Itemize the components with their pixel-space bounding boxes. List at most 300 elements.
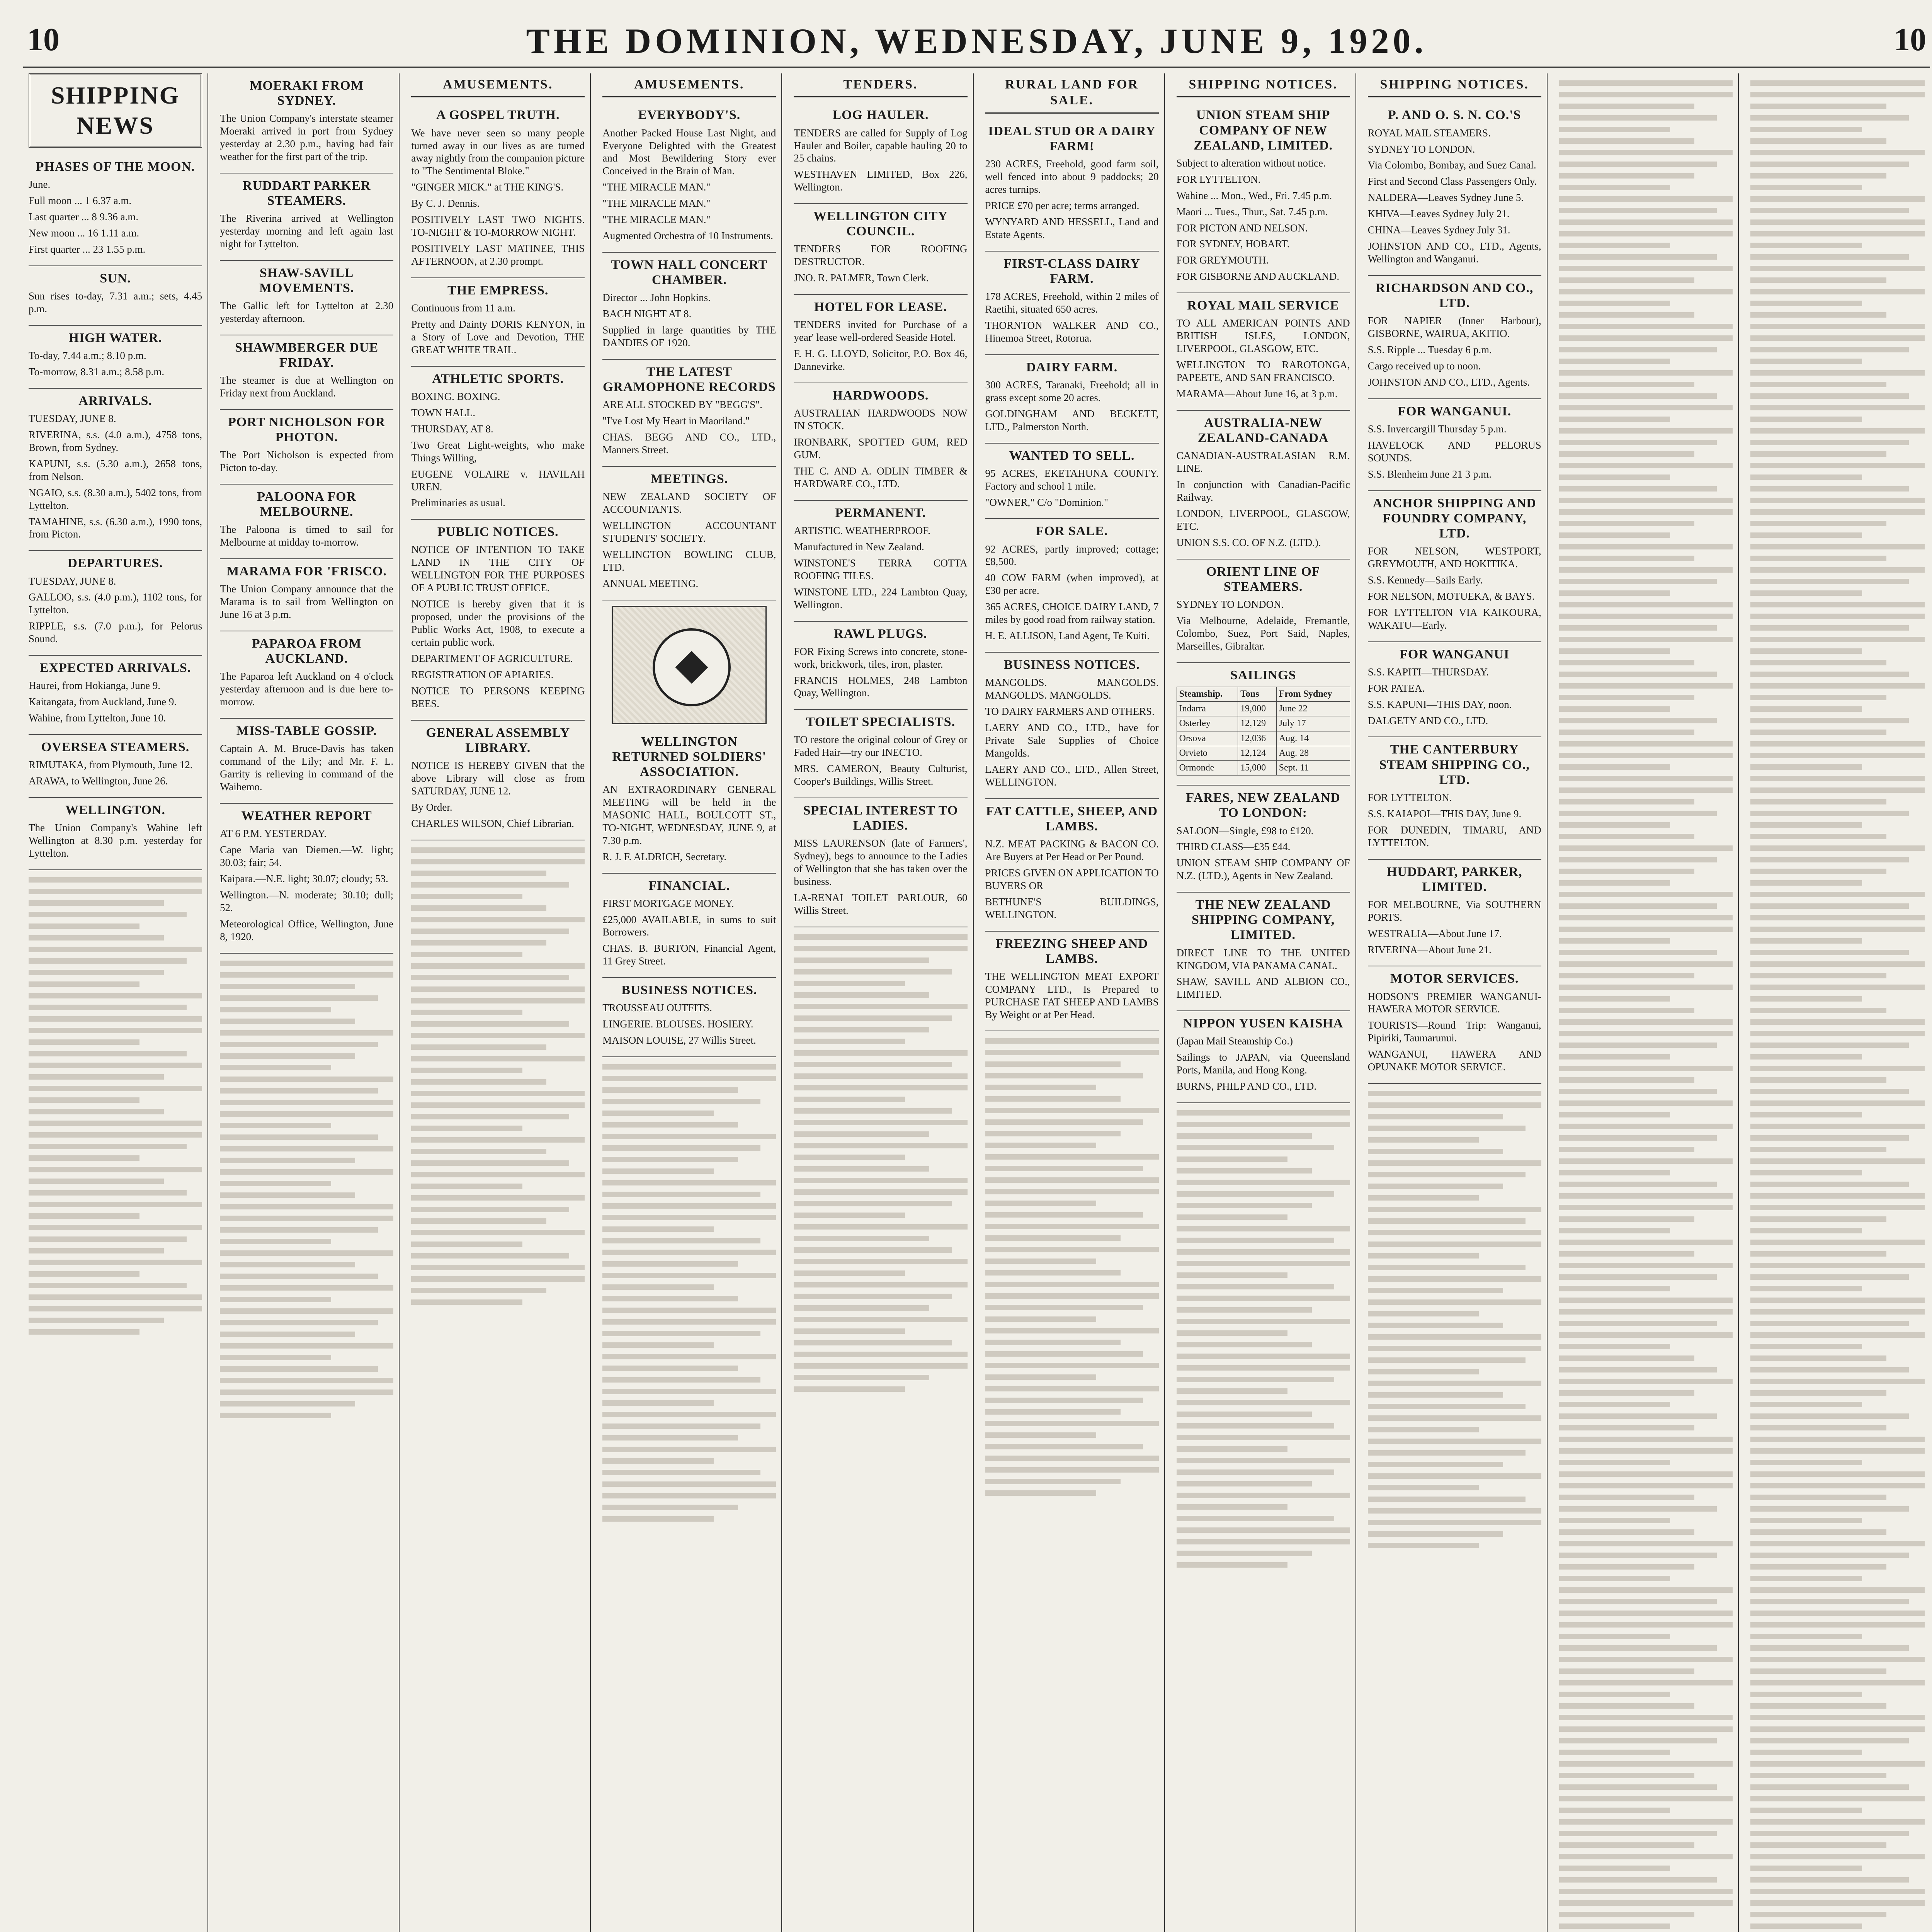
advertisement-block	[1368, 737, 1541, 859]
text-line	[602, 1250, 776, 1255]
block-text: S.S. Ripple ... Tuesday 6 p.m.	[1367, 344, 1492, 356]
text-line	[1750, 1274, 1909, 1280]
block-text: GOLDINGHAM AND BECKETT, LTD., Palmerston North.	[985, 408, 1159, 432]
text-line	[1559, 1100, 1733, 1106]
text-line	[1750, 1089, 1909, 1094]
text-line	[1559, 985, 1733, 990]
text-line	[1750, 498, 1925, 503]
text-line	[411, 1021, 569, 1027]
text-line	[1750, 382, 1886, 387]
text-line	[1559, 1298, 1733, 1303]
text-line	[1750, 648, 1862, 654]
text-line	[794, 1282, 967, 1287]
block-text: NOTICE IS HEREBY GIVEN that the above Library will close as from SATURDAY, JUNE 12.	[411, 759, 585, 797]
text-line	[1559, 1622, 1733, 1628]
text-line	[794, 1259, 967, 1264]
text-line	[1750, 683, 1925, 689]
text-line	[220, 1343, 393, 1349]
block-text: BOXING. BOXING.	[411, 390, 500, 402]
block-heading: PHASES OF THE MOON.	[36, 160, 195, 174]
block-text: SYDNEY TO LONDON.	[1367, 143, 1475, 155]
block-text: FOR GISBORNE AND AUCKLAND.	[1176, 270, 1340, 282]
rsa-emblem-image	[612, 606, 767, 724]
text-line	[602, 1111, 713, 1116]
block-text: LONDON, LIVERPOOL, GLASGOW, ETC.	[1176, 507, 1350, 532]
text-line	[1559, 996, 1670, 1002]
text-line	[1177, 1481, 1312, 1486]
text-line	[1750, 1066, 1925, 1071]
text-line	[1750, 602, 1925, 607]
advertisement-block	[602, 874, 776, 978]
text-line	[1559, 1900, 1733, 1906]
text-line	[411, 871, 546, 876]
text-line	[1368, 1242, 1541, 1247]
block-text: Augmented Orchestra of 10 Instruments.	[602, 230, 773, 242]
fine-print	[602, 1057, 776, 1522]
text-line	[1368, 1102, 1541, 1108]
text-line	[602, 1273, 776, 1278]
text-line	[29, 958, 187, 964]
text-line	[985, 1166, 1143, 1171]
text-line	[1559, 903, 1717, 909]
text-line	[1368, 1288, 1503, 1293]
block-text: THORNTON WALKER AND CO., Hinemoa Street, Rotorua.	[985, 319, 1159, 344]
block-text: £25,000 AVAILABLE, in sums to suit Borrowers.	[602, 913, 776, 938]
block-text: 300 ACRES, Taranaki, Freehold; all in grass except some 20 acres.	[985, 379, 1159, 403]
text-line	[985, 1270, 1121, 1276]
text-line	[220, 1274, 378, 1279]
text-line	[602, 1389, 776, 1394]
text-line	[1750, 579, 1909, 584]
block-heading: THE LATEST GRAMOPHONE RECORDS	[602, 365, 776, 395]
text-line	[602, 1377, 760, 1383]
text-line	[1559, 1228, 1670, 1233]
table-cell: Orsova	[1177, 731, 1238, 746]
block-text: TO DAIRY FARMERS AND OTHERS.	[985, 706, 1155, 718]
block-heading: ARRIVALS.	[78, 393, 152, 408]
text-line	[1559, 428, 1733, 434]
text-line	[1750, 162, 1909, 167]
block-heading: PAPAROA FROM AUCKLAND.	[252, 636, 362, 666]
text-line	[1559, 1240, 1733, 1245]
text-line	[1559, 857, 1717, 862]
text-line	[602, 1087, 738, 1093]
text-line	[602, 1331, 760, 1336]
block-text: THE C. AND A. ODLIN TIMBER & HARDWARE CO., LTD.	[794, 465, 968, 490]
text-line	[1559, 1402, 1670, 1407]
text-line	[1177, 1296, 1350, 1301]
text-line	[411, 1056, 585, 1061]
text-line	[1559, 1471, 1733, 1477]
text-line	[1559, 1379, 1733, 1384]
sailings-table	[1177, 687, 1350, 776]
text-line	[1559, 1170, 1670, 1175]
masthead	[23, 12, 1930, 68]
page-number-right: 10	[1894, 22, 1926, 58]
text-line	[1750, 1564, 1886, 1570]
block-text: Pretty and Dainty DORIS KENYON, in a Story of Love and Devotion, THE GREAT WHITE TRAIL.	[411, 318, 585, 355]
block-text: TROUSSEAU OUTFITS.	[602, 1002, 712, 1014]
text-line	[411, 1265, 585, 1270]
text-line	[794, 1062, 952, 1067]
text-line	[1559, 741, 1733, 747]
text-line	[1559, 1147, 1694, 1152]
text-line	[1177, 1493, 1350, 1498]
text-line	[985, 1050, 1159, 1055]
text-line	[1559, 92, 1733, 97]
block-text: LINGERIE. BLOUSES. HOSIERY.	[602, 1018, 753, 1030]
block-text: New moon ... 16 1.11 a.m.	[29, 227, 139, 239]
text-line	[1368, 1172, 1526, 1177]
text-line	[1750, 614, 1925, 619]
text-line	[1750, 1773, 1886, 1778]
text-line	[1559, 787, 1733, 793]
table-cell: 15,000	[1238, 761, 1277, 776]
text-line	[1559, 1842, 1694, 1848]
block-text: DALGETY AND CO., LTD.	[1367, 714, 1488, 726]
block-text: NEW ZEALAND SOCIETY OF ACCOUNTANTS.	[602, 491, 776, 515]
advertisement-block	[1368, 966, 1541, 1084]
column-2	[214, 73, 400, 1932]
text-line	[1750, 127, 1862, 132]
advertisement-block	[29, 735, 202, 798]
text-line	[220, 972, 393, 978]
text-line	[1750, 301, 1862, 306]
text-line	[1750, 1541, 1925, 1546]
text-line	[1177, 1562, 1287, 1568]
text-line	[411, 1207, 569, 1212]
text-line	[411, 1010, 522, 1015]
block-heading: THE CANTERBURY STEAM SHIPPING CO., LTD.	[1379, 742, 1530, 787]
text-line	[1559, 614, 1733, 619]
text-line	[1559, 80, 1733, 86]
text-line	[1559, 1263, 1733, 1268]
text-line	[1750, 1692, 1862, 1697]
text-line	[1368, 1114, 1503, 1119]
text-line	[1559, 1321, 1717, 1326]
text-line	[985, 1305, 1143, 1310]
text-line	[985, 1131, 1121, 1136]
text-line	[220, 1401, 355, 1406]
text-line	[602, 1308, 776, 1313]
text-line	[1750, 312, 1886, 318]
text-line	[1559, 1495, 1694, 1500]
text-line	[1559, 834, 1694, 839]
text-line	[1750, 1413, 1909, 1419]
block-text: UNION S.S. CO. OF N.Z. (LTD.).	[1176, 536, 1321, 548]
block-heading: MOERAKI FROM SYDNEY.	[250, 78, 364, 108]
text-line	[1559, 1483, 1733, 1488]
text-line	[1750, 347, 1909, 352]
text-line	[985, 1432, 1096, 1438]
text-line	[1559, 243, 1670, 248]
block-text: FOR PATEA.	[1367, 682, 1425, 694]
column-9	[1554, 73, 1739, 1932]
text-line	[1177, 1388, 1287, 1394]
block-text: AUSTRALIAN HARDWOODS NOW IN STOCK.	[794, 407, 968, 432]
block-heading: WEATHER REPORT	[241, 808, 372, 823]
block-text: In conjunction with Canadian-Pacific Railway.	[1176, 479, 1350, 503]
advertisement-block	[1177, 560, 1350, 663]
text-line	[1559, 162, 1717, 167]
text-line	[1750, 417, 1862, 422]
text-line	[794, 1363, 967, 1369]
block-text: TENDERS invited for Purchase of a year' lease well-ordered Seaside Hotel.	[794, 319, 968, 344]
block-text: KAPUNI, s.s. (5.30 a.m.), 2658 tons, from Nelson.	[29, 457, 202, 482]
text-line	[794, 1166, 929, 1172]
table-header: Tons	[1238, 687, 1277, 701]
text-line	[1750, 834, 1886, 839]
advertisement-block	[602, 730, 776, 874]
text-line	[1368, 1276, 1541, 1282]
text-line	[411, 1149, 546, 1154]
text-line	[1368, 1195, 1479, 1201]
text-line	[1559, 637, 1733, 642]
text-line	[29, 1167, 202, 1172]
text-line	[602, 1435, 738, 1440]
text-line	[411, 1253, 569, 1259]
block-text: The Paloona is timed to sail for Melbourne at midday to-morrow.	[220, 524, 394, 548]
text-line	[1368, 1531, 1503, 1537]
column-8	[1362, 73, 1548, 1932]
text-line	[29, 1121, 202, 1126]
text-line	[1177, 1342, 1312, 1347]
text-line	[1750, 266, 1925, 271]
block-text: WINSTONE LTD., 224 Lambton Quay, Wellington.	[794, 586, 968, 611]
block-text: First and Second Class Passengers Only.	[1367, 175, 1537, 187]
block-text: LAERY AND CO., LTD., have for Private Sale Supplies of Choice Mangolds.	[985, 722, 1159, 759]
text-line	[29, 1190, 187, 1196]
text-line	[602, 1296, 738, 1301]
text-line	[29, 935, 164, 940]
fine-print	[1559, 73, 1733, 1932]
block-heading: MARAMA FOR 'FRISCO.	[226, 564, 387, 579]
text-line	[1559, 1877, 1717, 1883]
block-text: BURNS, PHILP AND CO., LTD.	[1176, 1080, 1317, 1092]
table-cell: Osterley	[1177, 716, 1238, 731]
text-line	[220, 1332, 355, 1337]
text-line	[29, 877, 202, 883]
text-line	[1559, 1182, 1717, 1187]
text-line	[1368, 1357, 1526, 1363]
text-line	[1559, 312, 1694, 318]
text-line	[1750, 1077, 1886, 1083]
text-line	[602, 1354, 776, 1359]
text-line	[985, 1398, 1143, 1403]
block-text: EUGENE VOLAIRE v. HAVILAH UREN.	[411, 468, 585, 493]
block-text: THE WELLINGTON MEAT EXPORT COMPANY LTD., Is Prepared to PURCHASE FAT SHEEP AND LAMBS By Weight or at Per Head.	[985, 970, 1159, 1020]
text-line	[220, 1227, 378, 1233]
text-line	[220, 1030, 393, 1036]
block-heading: DAIRY FARM.	[1026, 360, 1118, 374]
text-line	[602, 1203, 776, 1209]
text-line	[1559, 730, 1694, 735]
text-line	[1368, 1230, 1541, 1235]
text-line	[985, 1177, 1159, 1183]
block-heading: SHAW-SAVILL MOVEMENTS.	[259, 265, 354, 296]
advertisement-block	[220, 173, 393, 261]
block-text: NOTICE is hereby given that it is proposed, under the provisions of the Public Works Act, 1908, to execute a certain public work.	[411, 598, 585, 648]
text-line	[602, 1099, 760, 1104]
text-line	[1177, 1249, 1350, 1255]
advertisement-block	[985, 252, 1159, 355]
block-heading: BUSINESS NOTICES.	[621, 983, 757, 998]
text-line	[1750, 857, 1909, 862]
text-line	[794, 1328, 905, 1334]
block-text: "THE MIRACLE MAN."	[602, 181, 711, 193]
advertisement-block	[794, 204, 967, 295]
text-line	[1750, 104, 1886, 109]
text-line	[1559, 567, 1733, 573]
text-line	[602, 1215, 776, 1220]
text-line	[985, 1328, 1159, 1333]
text-line	[1559, 405, 1733, 410]
text-line	[1750, 1019, 1925, 1025]
advertisement-block	[220, 410, 393, 485]
text-line	[29, 1155, 139, 1161]
text-line	[220, 1181, 331, 1186]
block-heading: FREEZING SHEEP AND LAMBS.	[996, 936, 1148, 966]
advertisement-block	[220, 335, 393, 410]
text-line	[411, 1044, 546, 1050]
text-line	[29, 923, 139, 929]
text-line	[1559, 1611, 1733, 1616]
block-heading: FOR SALE.	[1036, 524, 1108, 539]
block-text: FOR PICTON AND NELSON.	[1176, 222, 1308, 234]
text-line	[411, 1288, 546, 1293]
advertisement-block	[794, 710, 967, 798]
text-line	[1750, 1437, 1925, 1442]
text-line	[985, 1038, 1159, 1044]
text-line	[1750, 1645, 1909, 1651]
text-line	[1559, 440, 1717, 445]
text-line	[220, 1123, 331, 1128]
text-line	[1177, 1354, 1350, 1359]
block-text: Sun rises to-day, 7.31 a.m.; sets, 4.45 p.m.	[29, 290, 202, 315]
text-line	[1177, 1365, 1350, 1371]
text-line	[220, 1100, 393, 1105]
text-line	[1368, 1218, 1526, 1224]
text-line	[220, 1250, 393, 1256]
fine-print	[1368, 1084, 1541, 1548]
fine-print	[1177, 1103, 1350, 1568]
block-text: MANGOLDS. MANGOLDS. MANGOLDS. MANGOLDS.	[985, 677, 1159, 701]
text-line	[1368, 1415, 1541, 1421]
text-line	[1750, 1100, 1925, 1106]
text-line	[1750, 1842, 1886, 1848]
text-line	[411, 905, 546, 911]
text-line	[1559, 1576, 1670, 1581]
text-line	[1750, 590, 1862, 596]
text-line	[220, 1204, 393, 1209]
text-line	[29, 1271, 139, 1277]
block-text: Full moon ... 1 6.37 a.m.	[29, 195, 132, 207]
text-line	[794, 1155, 905, 1160]
text-line	[1559, 509, 1733, 515]
block-heading: PORT NICHOLSON FOR PHOTON.	[228, 415, 386, 445]
text-line	[1559, 266, 1733, 271]
block-text: Kaipara.—N.E. light; 30.07; cloudy; 53.	[220, 872, 388, 884]
text-line	[1559, 973, 1694, 978]
text-line	[985, 1085, 1096, 1090]
text-line	[1559, 1413, 1717, 1419]
block-text: JNO. R. PALMER, Town Clerk.	[794, 272, 929, 284]
text-line	[1559, 1251, 1694, 1257]
block-text: S.S. KAPITI—THURSDAY.	[1367, 666, 1489, 678]
block-text: Via Melbourne, Adelaide, Fremantle, Colombo, Suez, Port Said, Naples, Marseilles, Gibraltar.	[1176, 614, 1350, 652]
text-line	[29, 1005, 187, 1010]
text-line	[1750, 1599, 1909, 1604]
block-text: Preliminaries as usual.	[411, 497, 505, 509]
text-line	[1750, 1170, 1862, 1175]
text-line	[1559, 811, 1717, 816]
text-line	[985, 1444, 1143, 1449]
text-line	[1559, 231, 1733, 236]
text-line	[1750, 1819, 1925, 1825]
advertisement-block	[985, 653, 1159, 799]
block-text: By C. J. Dennis.	[411, 197, 480, 209]
text-line	[1559, 324, 1733, 329]
text-line	[1750, 359, 1862, 364]
advertisement-block	[985, 444, 1159, 519]
text-line	[1559, 602, 1733, 607]
text-line	[1750, 1008, 1886, 1013]
table-header-row	[1177, 687, 1350, 701]
block-heading: HUDDART, PARKER, LIMITED.	[1386, 864, 1522, 894]
text-line	[985, 1467, 1159, 1473]
text-line	[1750, 1854, 1925, 1859]
block-heading: ORIENT LINE OF STEAMERS.	[1206, 564, 1320, 594]
text-line	[29, 1179, 164, 1184]
page-number-left: 10	[27, 22, 60, 58]
block-text: FOR MELBOURNE, Via SOUTHERN PORTS.	[1367, 898, 1541, 923]
text-line	[1559, 915, 1733, 920]
text-line	[1368, 1543, 1479, 1548]
text-line	[602, 1180, 776, 1185]
block-text: SYDNEY TO LONDON.	[1176, 598, 1284, 610]
text-line	[1559, 672, 1717, 677]
block-text: Meteorological Office, Wellington, June 8, 1920.	[220, 918, 394, 942]
text-line	[985, 1108, 1159, 1113]
text-line	[29, 981, 139, 987]
text-line	[1368, 1265, 1526, 1270]
block-heading: OVERSEA STEAMERS.	[41, 740, 190, 755]
text-line	[220, 1192, 355, 1198]
text-line	[1559, 219, 1733, 225]
block-text: Maori ... Tues., Thur., Sat. 7.45 p.m.	[1176, 206, 1328, 218]
text-line	[1750, 1460, 1862, 1465]
text-line	[1750, 764, 1862, 770]
text-line	[411, 975, 569, 980]
text-line	[1750, 1216, 1886, 1222]
text-line	[1750, 1796, 1925, 1801]
text-line	[1559, 254, 1717, 260]
block-text: ARE ALL STOCKED BY "BEGG'S".	[602, 399, 762, 411]
text-line	[1750, 996, 1862, 1002]
text-line	[1368, 1520, 1541, 1525]
advertisement-block	[411, 103, 585, 278]
advertisement-block	[220, 631, 393, 719]
text-line	[411, 1079, 546, 1085]
table-cell: Ormonde	[1177, 761, 1238, 776]
text-line	[1750, 753, 1925, 758]
text-line	[1750, 335, 1925, 341]
advertisement-block	[411, 721, 585, 840]
block-heading: P. AND O. S. N. CO.'S	[1388, 108, 1521, 122]
block-text: Haurei, from Hokianga, June 9.	[29, 680, 161, 692]
text-line	[985, 1374, 1096, 1380]
text-line	[220, 1366, 378, 1372]
